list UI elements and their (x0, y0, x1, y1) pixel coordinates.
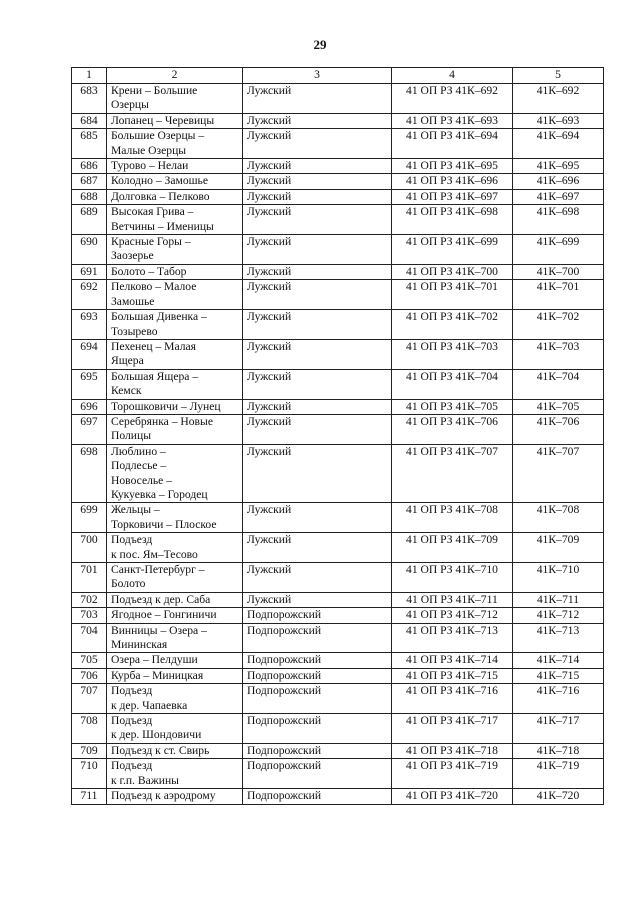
registration-number-cell: 41 ОП РЗ 41К–709 (392, 533, 513, 563)
column-header-2: 2 (107, 68, 243, 84)
registration-number-cell: 41 ОП РЗ 41К–707 (392, 444, 513, 503)
table-row (72, 759, 604, 789)
registration-number-cell: 41 ОП РЗ 41К–701 (392, 280, 513, 310)
table-row (72, 189, 604, 204)
road-code-cell: 41К–698 (513, 205, 604, 235)
road-code-cell: 41К–696 (513, 174, 604, 189)
road-code-cell: 41К–700 (513, 264, 604, 279)
road-code-cell: 41К–718 (513, 743, 604, 758)
road-code-cell: 41К–704 (513, 369, 604, 399)
registration-number-cell: 41 ОП РЗ 41К–693 (392, 113, 513, 128)
registration-number-cell: 41 ОП РЗ 41К–712 (392, 608, 513, 623)
row-number-cell: 691 (72, 264, 107, 279)
road-name-cell: Лопанец – Черевицы (107, 113, 243, 128)
row-number-cell: 702 (72, 592, 107, 607)
district-cell: Подпорожский (243, 623, 392, 653)
table-row (72, 623, 604, 653)
header-row (72, 68, 604, 84)
row-number-cell: 687 (72, 174, 107, 189)
road-code-cell: 41К–699 (513, 235, 604, 265)
table-row (72, 444, 604, 503)
district-cell: Лужский (243, 310, 392, 340)
road-code-cell: 41К–703 (513, 339, 604, 369)
road-name-cell: Турово – Нелаи (107, 159, 243, 174)
column-header-4: 4 (392, 68, 513, 84)
district-cell: Лужский (243, 264, 392, 279)
district-cell: Лужский (243, 533, 392, 563)
row-number-cell: 697 (72, 414, 107, 444)
table-body (72, 84, 604, 805)
registration-number-cell: 41 ОП РЗ 41К–719 (392, 759, 513, 789)
registration-number-cell: 41 ОП РЗ 41К–705 (392, 399, 513, 414)
road-code-cell: 41К–717 (513, 714, 604, 744)
row-number-cell: 686 (72, 159, 107, 174)
road-code-cell: 41К–702 (513, 310, 604, 340)
road-name-cell: Пехенец – Малая Ящера (107, 339, 243, 369)
road-name-cell: Люблино – Подлесье – Новоселье – Кукуевка – Городец (107, 444, 243, 503)
road-code-cell: 41К–715 (513, 668, 604, 683)
road-name-cell: Долговка – Пелково (107, 189, 243, 204)
road-code-cell: 41К–695 (513, 159, 604, 174)
registration-number-cell: 41 ОП РЗ 41К–692 (392, 84, 513, 114)
road-name-cell: Подъезд к дер. Шондовичи (107, 714, 243, 744)
road-name-cell: Винницы – Озера – Мининская (107, 623, 243, 653)
table-row (72, 264, 604, 279)
road-code-cell: 41К–694 (513, 129, 604, 159)
district-cell: Подпорожский (243, 608, 392, 623)
district-cell: Подпорожский (243, 759, 392, 789)
district-cell: Подпорожский (243, 789, 392, 804)
row-number-cell: 708 (72, 714, 107, 744)
row-number-cell: 699 (72, 503, 107, 533)
table-row (72, 714, 604, 744)
district-cell: Лужский (243, 129, 392, 159)
column-header-5: 5 (513, 68, 604, 84)
table-row (72, 653, 604, 668)
district-cell: Лужский (243, 159, 392, 174)
row-number-cell: 701 (72, 563, 107, 593)
table-row (72, 608, 604, 623)
road-name-cell: Подъезд к пос. Ям–Тесово (107, 533, 243, 563)
table-row (72, 280, 604, 310)
registration-number-cell: 41 ОП РЗ 41К–714 (392, 653, 513, 668)
district-cell: Лужский (243, 189, 392, 204)
registration-number-cell: 41 ОП РЗ 41К–718 (392, 743, 513, 758)
row-number-cell: 688 (72, 189, 107, 204)
row-number-cell: 707 (72, 684, 107, 714)
road-name-cell: Подъезд к дер. Саба (107, 592, 243, 607)
column-header-3: 3 (243, 68, 392, 84)
row-number-cell: 692 (72, 280, 107, 310)
district-cell: Лужский (243, 84, 392, 114)
row-number-cell: 704 (72, 623, 107, 653)
district-cell: Лужский (243, 174, 392, 189)
district-cell: Лужский (243, 399, 392, 414)
district-cell: Лужский (243, 339, 392, 369)
road-name-cell: Санкт-Петербург – Болото (107, 563, 243, 593)
table-row (72, 174, 604, 189)
table-row (72, 533, 604, 563)
district-cell: Лужский (243, 205, 392, 235)
table-row (72, 205, 604, 235)
row-number-cell: 703 (72, 608, 107, 623)
district-cell: Лужский (243, 113, 392, 128)
registration-number-cell: 41 ОП РЗ 41К–694 (392, 129, 513, 159)
table-row (72, 129, 604, 159)
row-number-cell: 705 (72, 653, 107, 668)
district-cell: Лужский (243, 503, 392, 533)
road-name-cell: Колодно – Замошье (107, 174, 243, 189)
road-code-cell: 41К–707 (513, 444, 604, 503)
table-row (72, 503, 604, 533)
road-name-cell: Красные Горы – Заозерье (107, 235, 243, 265)
table-row (72, 310, 604, 340)
registration-number-cell: 41 ОП РЗ 41К–704 (392, 369, 513, 399)
table-row (72, 113, 604, 128)
registration-number-cell: 41 ОП РЗ 41К–713 (392, 623, 513, 653)
table-row (72, 235, 604, 265)
registration-number-cell: 41 ОП РЗ 41К–717 (392, 714, 513, 744)
road-name-cell: Крени – Большие Озерцы (107, 84, 243, 114)
table-row (72, 339, 604, 369)
district-cell: Лужский (243, 414, 392, 444)
road-code-cell: 41К–719 (513, 759, 604, 789)
district-cell: Лужский (243, 563, 392, 593)
registration-number-cell: 41 ОП РЗ 41К–710 (392, 563, 513, 593)
road-code-cell: 41К–720 (513, 789, 604, 804)
road-name-cell: Высокая Грива – Ветчины – Именицы (107, 205, 243, 235)
registration-number-cell: 41 ОП РЗ 41К–699 (392, 235, 513, 265)
road-name-cell: Курба – Миницкая (107, 668, 243, 683)
registration-number-cell: 41 ОП РЗ 41К–697 (392, 189, 513, 204)
table-row (72, 789, 604, 804)
row-number-cell: 709 (72, 743, 107, 758)
district-cell: Подпорожский (243, 668, 392, 683)
road-name-cell: Подъезд к г.п. Важины (107, 759, 243, 789)
road-name-cell: Пелково – Малое Замошье (107, 280, 243, 310)
road-code-cell: 41К–692 (513, 84, 604, 114)
road-code-cell: 41К–693 (513, 113, 604, 128)
table-row (72, 369, 604, 399)
column-header-1: 1 (72, 68, 107, 84)
registration-number-cell: 41 ОП РЗ 41К–695 (392, 159, 513, 174)
road-name-cell: Торошковичи – Лунец (107, 399, 243, 414)
table-row (72, 84, 604, 114)
registration-number-cell: 41 ОП РЗ 41К–703 (392, 339, 513, 369)
road-name-cell: Подъезд к ст. Свирь (107, 743, 243, 758)
road-name-cell: Болото – Табор (107, 264, 243, 279)
row-number-cell: 698 (72, 444, 107, 503)
registration-number-cell: 41 ОП РЗ 41К–715 (392, 668, 513, 683)
table-row (72, 399, 604, 414)
registration-number-cell: 41 ОП РЗ 41К–702 (392, 310, 513, 340)
road-name-cell: Подъезд к аэродрому (107, 789, 243, 804)
table-row (72, 563, 604, 593)
district-cell: Лужский (243, 235, 392, 265)
row-number-cell: 696 (72, 399, 107, 414)
district-cell: Подпорожский (243, 653, 392, 668)
road-name-cell: Серебрянка – Новые Полицы (107, 414, 243, 444)
registration-number-cell: 41 ОП РЗ 41К–716 (392, 684, 513, 714)
road-name-cell: Большая Дивенка – Тозырево (107, 310, 243, 340)
road-name-cell: Подъезд к дер. Чапаевка (107, 684, 243, 714)
district-cell: Подпорожский (243, 684, 392, 714)
road-code-cell: 41К–710 (513, 563, 604, 593)
row-number-cell: 684 (72, 113, 107, 128)
table-row (72, 159, 604, 174)
registration-number-cell: 41 ОП РЗ 41К–708 (392, 503, 513, 533)
registration-number-cell: 41 ОП РЗ 41К–720 (392, 789, 513, 804)
district-cell: Лужский (243, 369, 392, 399)
district-cell: Лужский (243, 592, 392, 607)
row-number-cell: 694 (72, 339, 107, 369)
road-name-cell: Ягодное – Гонгиничи (107, 608, 243, 623)
row-number-cell: 706 (72, 668, 107, 683)
row-number-cell: 693 (72, 310, 107, 340)
registration-number-cell: 41 ОП РЗ 41К–700 (392, 264, 513, 279)
table-row (72, 668, 604, 683)
row-number-cell: 689 (72, 205, 107, 235)
road-name-cell: Озера – Пелдуши (107, 653, 243, 668)
registration-number-cell: 41 ОП РЗ 41К–711 (392, 592, 513, 607)
registration-number-cell: 41 ОП РЗ 41К–698 (392, 205, 513, 235)
road-name-cell: Жельцы – Торковичи – Плоское (107, 503, 243, 533)
district-cell: Подпорожский (243, 714, 392, 744)
row-number-cell: 685 (72, 129, 107, 159)
table-row (72, 414, 604, 444)
page-number: 29 (313, 37, 327, 52)
row-number-cell: 695 (72, 369, 107, 399)
road-code-cell: 41К–711 (513, 592, 604, 607)
row-number-cell: 710 (72, 759, 107, 789)
road-code-cell: 41К–713 (513, 623, 604, 653)
road-code-cell: 41К–697 (513, 189, 604, 204)
road-code-cell: 41К–709 (513, 533, 604, 563)
district-cell: Подпорожский (243, 743, 392, 758)
road-code-cell: 41К–701 (513, 280, 604, 310)
row-number-cell: 711 (72, 789, 107, 804)
row-number-cell: 683 (72, 84, 107, 114)
road-name-cell: Большие Озерцы – Малые Озерцы (107, 129, 243, 159)
roads-table (71, 67, 604, 805)
table-row (72, 684, 604, 714)
registration-number-cell: 41 ОП РЗ 41К–706 (392, 414, 513, 444)
registration-number-cell: 41 ОП РЗ 41К–696 (392, 174, 513, 189)
road-code-cell: 41К–714 (513, 653, 604, 668)
district-cell: Лужский (243, 444, 392, 503)
table-row (72, 743, 604, 758)
road-code-cell: 41К–716 (513, 684, 604, 714)
row-number-cell: 700 (72, 533, 107, 563)
road-code-cell: 41К–712 (513, 608, 604, 623)
road-code-cell: 41К–706 (513, 414, 604, 444)
road-code-cell: 41К–708 (513, 503, 604, 533)
table-row (72, 592, 604, 607)
road-name-cell: Большая Ящера – Кемск (107, 369, 243, 399)
road-code-cell: 41К–705 (513, 399, 604, 414)
district-cell: Лужский (243, 280, 392, 310)
row-number-cell: 690 (72, 235, 107, 265)
